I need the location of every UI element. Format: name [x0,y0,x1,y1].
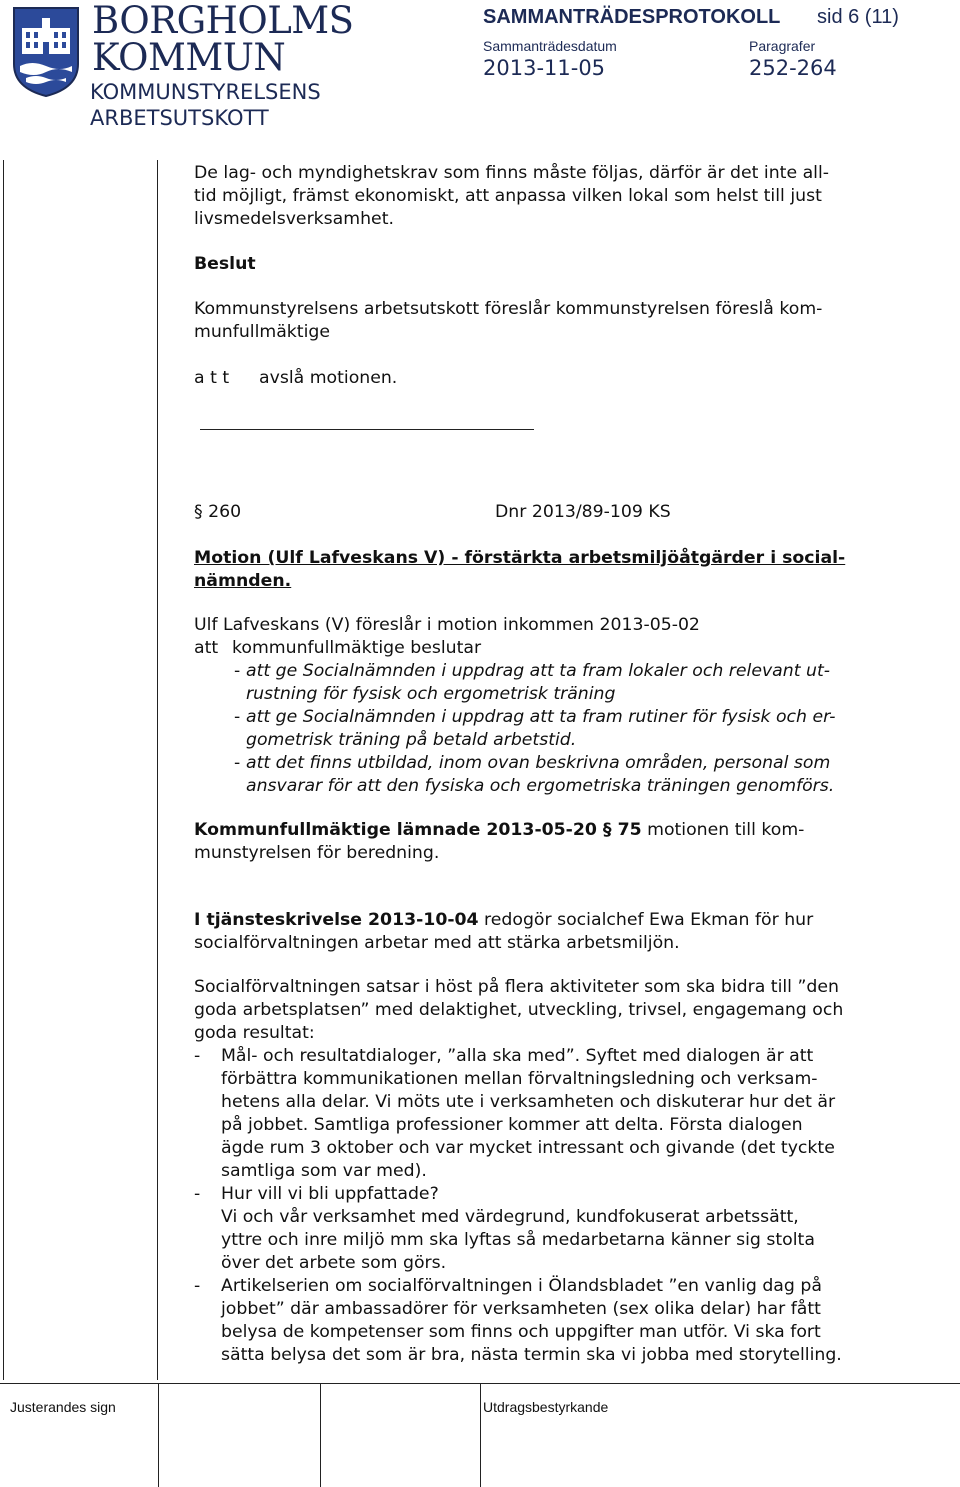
meeting-date-label: Sammanträdesdatum [483,38,617,54]
text-line: tid möjligt, främst ekonomiskt, att anpassa vilken lokal som helst till just [194,186,822,206]
att-label: att [194,638,219,658]
footer-column-line-1 [158,1383,159,1487]
motion-proposal-list [194,660,904,798]
paragraphs-value: 252-264 [749,56,837,80]
text-line: att det finns utbildad, inom ovan beskrivna områden, personal som [246,753,831,773]
list-item [234,660,904,706]
text-line: förbättra kommunikationen mellan förvaltningsledning och verksam- [221,1069,818,1089]
decision-heading: Beslut [194,254,256,274]
list-dash: - [234,707,241,727]
text-line: De lag- och myndighetskrav som finns måste följas, därför är det inte all- [194,163,830,183]
report-bold: I tjänsteskrivelse 2013-10-04 [194,910,479,930]
text-line: munstyrelsen för beredning. [194,843,440,863]
extract-certification-label: Utdragsbestyrkande [483,1399,609,1415]
activities-paragraph [194,976,904,1367]
board-name-line1: KOMMUNSTYRELSENS [90,80,321,104]
list-item [194,1183,904,1275]
text-line: att ge Socialnämnden i uppdrag att ta fram rutiner för fysisk och er- [246,707,836,727]
intro-paragraph [194,162,904,231]
motion-paragraph [194,614,904,798]
protocol-title: SAMMANTRÄDESPROTOKOLL [483,6,781,28]
list-item [194,1275,904,1367]
text-line: sätta belysa det som är bra, nästa termin ska vi jobba med storytelling. [221,1345,842,1365]
org-name-line2: KOMMUN [92,36,286,79]
list-item [194,1045,904,1183]
page-number: sid 6 (11) [817,6,899,28]
left-margin-line [3,160,4,1380]
text-line: Artikelserien om socialförvaltningen i Ölandsbladet ”en vanlig dag på [221,1276,822,1296]
text-line: nämnden. [194,571,292,591]
motion-att-row [194,637,904,660]
list-dash: - [194,1046,201,1066]
paragraphs-label: Paragrafer [749,38,816,54]
org-name-line1: BORGHOLMS [92,0,354,42]
text-line: Mål- och resultatdialoger, ”alla ska med”. Syftet med dialogen är att [221,1046,814,1066]
text-line: goda arbetsplatsen” med delaktighet, utveckling, trivsel, engagemang och [194,1000,844,1020]
text-line: rustning för fysisk och ergometrisk träning [246,684,616,704]
text-line: yttre och inre miljö mm ska lyftas så medarbetarna känner sig stolta [221,1230,815,1250]
referral-text: motionen till kom- [641,820,805,840]
section-paragraph-row [194,501,904,524]
referral-paragraph [194,819,904,865]
paragraph-number: § 260 [194,502,242,522]
text-line: ansvarar för att den fysiska och ergometriska träningen genomförs. [246,776,835,796]
list-dash: - [234,753,241,773]
text-line: över det arbete som görs. [221,1253,447,1273]
footer-column-line-2 [320,1383,321,1487]
text-line: att ge Socialnämnden i uppdrag att ta fram lokaler och relevant ut- [246,661,830,681]
text-line: jobbet” där ambassadörer för verksamheten (sex olika delar) har fått [221,1299,821,1319]
activities-list [194,1045,904,1367]
report-text: redogör socialchef Ewa Ekman för hur [478,910,814,930]
text-line: Ulf Lafveskans (V) föreslår i motion inkommen 2013-05-02 [194,615,700,635]
report-paragraph [194,909,904,955]
text-line: ägde rum 3 oktober och var mycket intressant och givande (det tyckte [221,1138,835,1158]
motion-title [194,547,904,593]
signature-label: Justerandes sign [10,1399,116,1415]
referral-bold: Kommunfullmäktige lämnade 2013-05-20 § 75 [194,820,642,840]
text-line: munfullmäktige [194,322,330,342]
margin-column-line [157,160,158,1380]
att-text: kommunfullmäktige beslutar [232,638,482,658]
text-line: Kommunstyrelsens arbetsutskott föreslår kommunstyrelsen föreslå kom- [194,299,823,319]
list-dash: - [194,1276,201,1296]
dnr-number: Dnr 2013/89-109 KS [495,502,671,522]
decision-att-row [194,367,904,390]
decision-paragraph [194,298,904,344]
list-item [234,706,904,752]
text-line: goda resultat: [194,1023,315,1043]
text-line: hetens alla delar. Vi möts ute i verksamheten och diskuterar hur det är [221,1092,836,1112]
text-line [194,909,904,932]
text-line: Socialförvaltningen satsar i höst på flera aktiviteter som ska bidra till ”den [194,977,839,997]
text-line: Vi och vår verksamhet med värdegrund, kundfokuserat arbetssätt, [221,1207,799,1227]
text-line: livsmedelsverksamhet. [194,209,394,229]
list-item [234,752,904,798]
meeting-date-value: 2013-11-05 [483,56,606,80]
list-dash: - [234,661,241,681]
text-line: gometrisk träning på betald arbetstid. [246,730,577,750]
section-separator [200,429,534,430]
list-dash: - [194,1184,201,1204]
text-line [194,819,904,842]
att-label: a t t [194,368,230,388]
text-line: samtliga som var med). [221,1161,427,1181]
text-line: belysa de kompetenser som finns och uppgifter man utför. Vi ska fort [221,1322,821,1342]
text-line: på jobbet. Samtliga professioner kommer att delta. Första dialogen [221,1115,803,1135]
text-line: socialförvaltningen arbetar med att stärka arbetsmiljön. [194,933,680,953]
board-name-line2: ARBETSUTSKOTT [90,106,269,130]
text-line: Motion (Ulf Lafveskans V) - förstärkta arbetsmiljöåtgärder i social- [194,548,846,568]
att-text: avslå motionen. [259,368,398,388]
text-line: Hur vill vi bli uppfattade? [221,1184,439,1204]
municipal-crest-icon [12,6,80,98]
footer-column-line-3 [480,1383,481,1487]
